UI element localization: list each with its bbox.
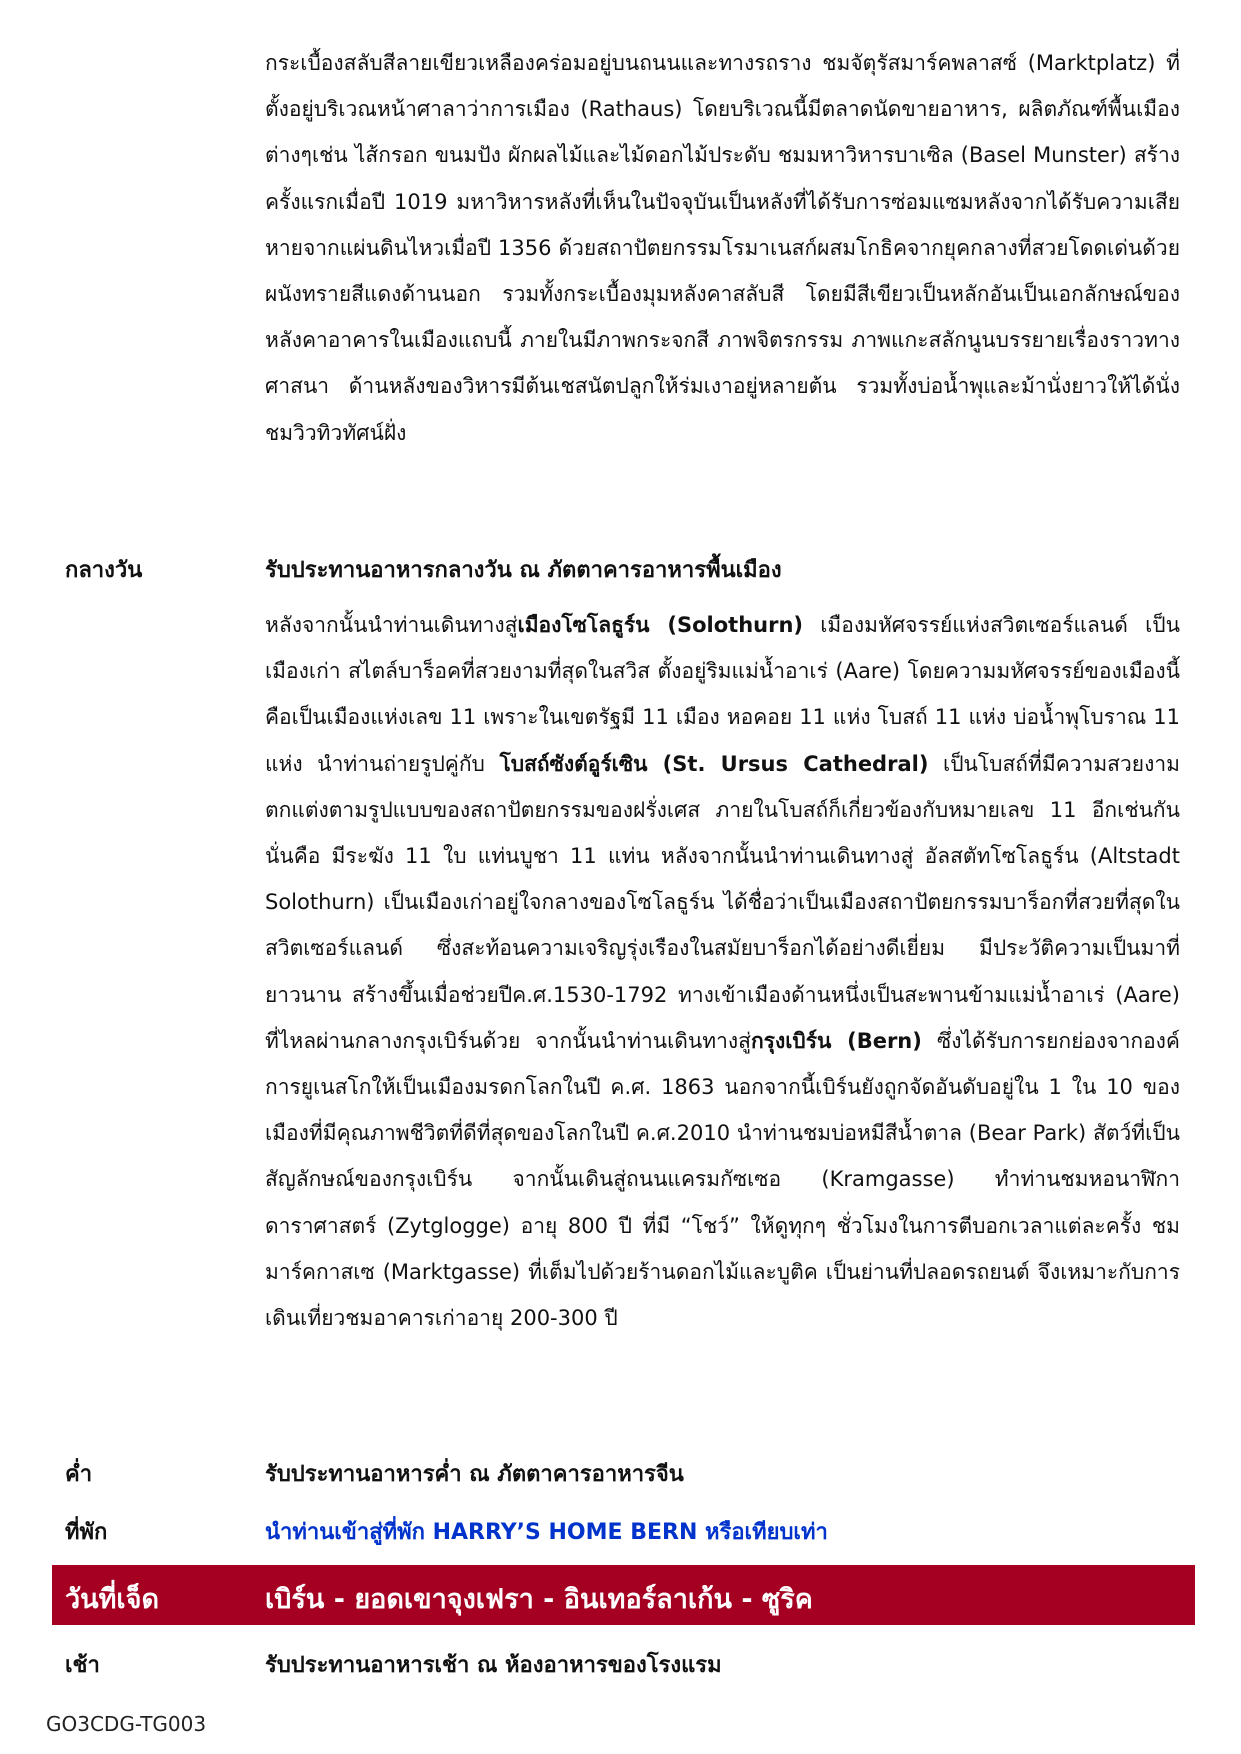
afternoon-paragraph [265,602,1180,1341]
day-seven-route: เบิร์น - ยอดเขาจุงเฟรา - อินเทอร์ลาเก้น - ซูริค [265,1584,813,1615]
afternoon-text-1: หลังจากนั้นนำท่านเดินทางสู่ [265,613,518,637]
lunch-heading: รับประทานอาหารกลางวัน ณ ภัตตาคารอาหารพื้นเมือง [265,558,782,583]
dinner-label: ค่ำ [65,1462,93,1487]
intro-paragraph: กระเบื้องสลับสีลายเขียวเหลืองคร่อมอยู่บนถนนและทางรถราง ชมจัตุรัสมาร์คพลาสซ์ (Marktplatz) ที่ตั้งอยู่บริเวณหน้าศาลาว่าการเมือง (Rathaus) โดยบริเวณนี้มีตลาดนัดขายอาหาร, ผลิตภัณฑ์พื้นเมืองต่างๆเช่น ไส้กรอก ขนมปัง ผักผลไม้และไม้ดอกไม้ประดับ ชมมหาวิหารบาเซิล (Basel Munster) สร้างครั้งแรกเมื่อปี 1019 มหาวิหารหลังที่เห็นในปัจจุบันเป็นหลังที่ได้รับการซ่อมแซมหลังจากได้รับความเสียหายจากแผ่นดินไหวเมื่อปี 1356 ด้วยสถาปัตยกรรมโรมาเนสก์ผสมโกธิคจากยุคกลางที่สวยโดดเด่นด้วยผนังทรายสีแดงด้านนอก รวมทั้งกระเบื้องมุมหลังคาสลับสี โดยมีสีเขียวเป็นหลักอันเป็นเอกลักษณ์ของหลังคาอาคารในเมืองแถบนี้ ภายในมีภาพกระจกสี ภาพจิตรกรรม ภาพแกะสลักนูนบรรยายเรื่องราวทางศาสนา ด้านหลังของวิหารมีต้นเชสนัตปลูกให้ร่มเงาอยู่หลายต้น รวมทั้งบ่อน้ำพุและม้านั่งยาวให้ได้นั่งชมวิวทิวทัศน์ฝั่ง [265,51,1180,445]
lunch-label: กลางวัน [65,558,143,583]
st-ursus-highlight: โบสถ์ซังต์อูร์เซิน (St. Ursus Cathedral) [499,751,929,776]
solothurn-highlight: เมืองโซโลธูร์น (Solothurn) [517,613,804,637]
footer-code: GO3CDG-TG003 [46,1712,207,1736]
afternoon-text-2: เมืองมหัศจรรย์แห่งสวิตเซอร์แลนด์ เป็นเมืองเก่า สไตล์บาร็อคที่สวยงามที่สุดในสวิส ตั้งอยู่ริมแม่น้ำอาเร่ (Aare) โดยความมหัศจรรย์ของเมืองนี้ คือเป็นเมืองแห่งเลข 11 เพราะในเขตรัฐมี 11 เมือง หอคอย 11 แห่ง โบสถ์ 11 แห่ง บ่อน้ำพุโบราณ 11 แห่ง นำท่านถ่ายรูปคู่กับ [265,613,1180,776]
afternoon-text-3: เป็นโบสถ์ที่มีความสวยงาม ตกแต่งตามรูปแบบของสถาปัตยกรรมของฝรั่งเศส ภายในโบสถ์ก็เกี่ยวข้องกับหมายเลข 11 อีกเช่นกัน นั่นคือ มีระฆัง 11 ใบ แท่นบูชา 11 แท่น หลังจากนั้นนำท่านเดินทางสู่ อัลสตัทโซโลธูร์น (Altstadt Solothurn) เป็นเมืองเก่าอยู่ใจกลางของโซโลธูร์น ได้ชื่อว่าเป็นเมืองสถาปัตยกรรมบาร็อกที่สวยที่สุดในสวิตเซอร์แลนด์ ซึ่งสะท้อนความเจริญรุ่งเรืองในสมัยบาร็อกได้อย่างดีเยี่ยม มีประวัติความเป็นมาที่ยาวนาน สร้างขึ้นเมื่อช่วยปีค.ศ.1530-1792 ทางเข้าเมืองด้านหนึ่งเป็นสะพานข้ามแม่น้ำอาเร่ (Aare) ที่ไหลผ่านกลางกรุงเบิร์นด้วย จากนั้นนำท่านเดินทางสู่ [265,751,1180,1053]
bern-highlight: กรุงเบิร์น (Bern) [750,1028,922,1053]
day-seven-banner [52,1565,1195,1625]
day-seven-label: วันที่เจ็ด [65,1584,159,1615]
accommodation-heading: นำท่านเข้าสู่ที่พัก HARRY’S HOME BERN หรือเทียบเท่า [265,1520,828,1545]
breakfast-label: เช้า [65,1653,100,1678]
dinner-heading: รับประทานอาหารค่ำ ณ ภัตตาคารอาหารจีน [265,1462,684,1487]
afternoon-text-4: ซึ่งได้รับการยกย่องจากองค์การยูเนสโกให้เป็นเมืองมรดกโลกในปี ค.ศ. 1863 นอกจากนี้เบิร์นยังถูกจัดอันดับอยู่ใน 1 ใน 10 ของเมืองที่มีคุณภาพชีวิตที่ดีที่สุดของโลกในปี ค.ศ.2010 นำท่านชมบ่อหมีสีน้ำตาล (Bear Park) สัตว์ที่เป็นสัญลักษณ์ของกรุงเบิร์น จากนั้นเดินสู่ถนนแครมกัซเซอ (Kramgasse) ทำท่านชมหอนาฬิกาดาราศาสตร์ (Zytglogge) อายุ 800 ปี ที่มี “โชว์” ให้ดูทุกๆ ชั่วโมงในการตีบอกเวลาแต่ละครั้ง ชมมาร์คกาสเซ (Marktgasse) ที่เต็มไปด้วยร้านดอกไม้และบูติค เป็นย่านที่ปลอดรถยนต์ จึงเหมาะกับการเดินเที่ยวชมอาคารเก่าอายุ 200-300 ปี [265,1028,1180,1331]
breakfast-heading: รับประทานอาหารเช้า ณ ห้องอาหารของโรงแรม [265,1653,722,1678]
accommodation-label: ที่พัก [65,1520,108,1545]
